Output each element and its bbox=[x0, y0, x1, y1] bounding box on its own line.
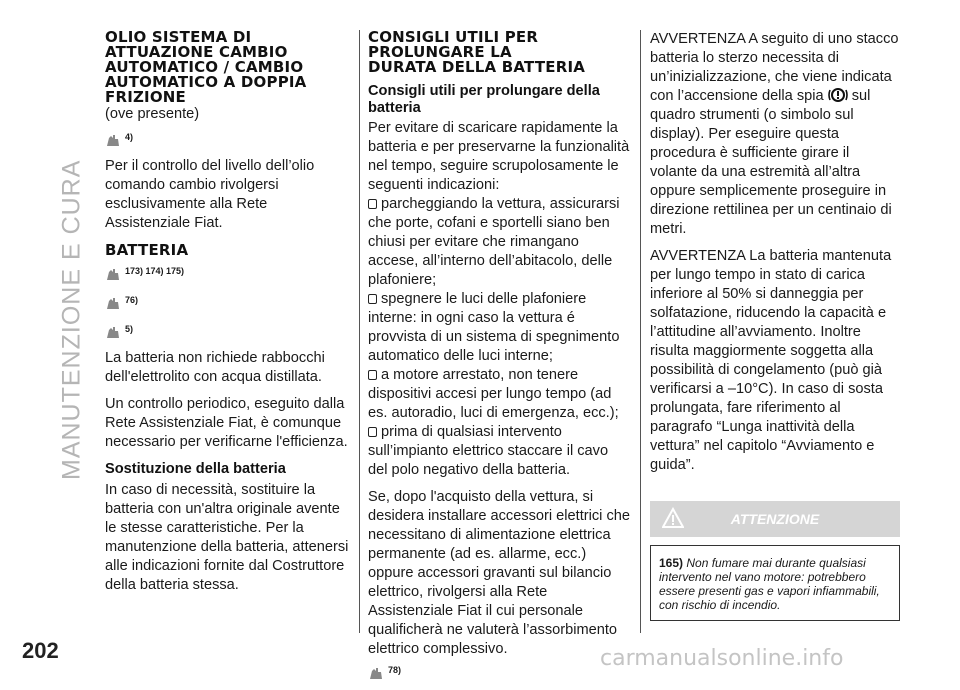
checkbox-bullet-icon bbox=[368, 199, 377, 209]
attention-header bbox=[650, 501, 900, 537]
attention-label: ATTENZIONE bbox=[730, 510, 820, 527]
warning-ref bbox=[105, 128, 350, 147]
column-1 bbox=[105, 30, 350, 603]
warning-text: sul quadro strumenti (o simbolo sul display). Per eseguire questa procedura è sufficiente girare il volante da una estremità all’altra oppure semplicemente proseguire in direzione rettilinea per un centinaio di metri. bbox=[650, 88, 892, 237]
accessories-paragraph: Se, dopo l'acquisto della vettura, si desidera installare accessori elettrici che necessitano di alimentazione elettrica permanente (ad es. allarme, ecc.) oppure accessori gravanti sul bilancio elettrico, rivolgersi alla Rete Assistenziale Fiat il cui personale qualificherà ne valuterà l’assorbimento elettrico complessivo. bbox=[368, 489, 630, 657]
column-2 bbox=[368, 30, 630, 690]
warning-ref bbox=[105, 320, 350, 339]
tips-subheading: Consigli utili per prolungare della batteria bbox=[368, 83, 600, 116]
heading-line: CONSIGLI UTILI PER bbox=[368, 28, 539, 46]
replace-text: In caso di necessità, sostituire la batteria con un'altra originale avente le stesse caratteristiche. Per la manutenzione della batteria, attenersi alle indicazioni fornite dal Costruttore della batteria stessa. bbox=[105, 482, 349, 593]
battery-paragraph: Un controllo periodico, eseguito dalla Rete Assistenziale Fiat, è comunque necessario per verificarne l'efficienza. bbox=[105, 396, 348, 450]
replace-subheading: Sostituzione della batteria bbox=[105, 461, 286, 477]
column-3 bbox=[650, 30, 900, 621]
battery-heading: BATTERIA bbox=[105, 241, 189, 259]
heading-line: AUTOMATICO A DOPPIA bbox=[105, 73, 307, 91]
attention-text: Non fumare mai durante qualsiasi intervento nel vano motore: potrebbero essere presenti gas e vapori infiammabili, con rischio di incendio. bbox=[659, 556, 880, 612]
column-divider bbox=[359, 30, 360, 633]
list-item-text: prima di qualsiasi intervento sull’impianto elettrico staccare il cavo del polo negativo della batteria. bbox=[368, 424, 609, 478]
list-item-text: parcheggiando la vettura, assicurarsi che porte, cofani e sportelli siano ben chiusi per evitare che rimangano accese, all’interno dell’abitacolo, delle plafoniere; bbox=[368, 196, 620, 288]
list-item bbox=[368, 423, 630, 480]
oil-heading bbox=[105, 30, 350, 105]
watermark: carmanualsonline.info bbox=[600, 646, 844, 671]
hand-warning-icon bbox=[105, 133, 121, 147]
heading-line: PROLUNGARE LA bbox=[368, 43, 512, 61]
list-item bbox=[368, 366, 630, 423]
column-divider bbox=[640, 30, 641, 633]
ref-number: 76) bbox=[125, 295, 139, 305]
list-item-text: a motore arrestato, non tenere dispositivi accesi per lungo tempo (ad es. autoradio, luci di emergenza, ecc.); bbox=[368, 367, 619, 421]
battery-paragraph: La batteria non richiede rabbocchi dell'elettrolito con acqua distillata. bbox=[105, 350, 325, 385]
hand-warning-icon bbox=[105, 267, 121, 281]
heading-line: FRIZIONE bbox=[105, 88, 186, 106]
heading-line: OLIO SISTEMA DI bbox=[105, 28, 252, 46]
checkbox-bullet-icon bbox=[368, 427, 377, 437]
hand-warning-icon bbox=[105, 325, 121, 339]
warning-ref bbox=[368, 661, 630, 680]
warning-triangle-icon bbox=[662, 507, 684, 529]
ref-number: 173) 174) 175) bbox=[125, 266, 185, 276]
ref-number: 78) bbox=[388, 665, 402, 675]
hand-warning-icon bbox=[105, 296, 121, 310]
checkbox-bullet-icon bbox=[368, 294, 377, 304]
tips-heading bbox=[368, 30, 630, 75]
warning-ref bbox=[105, 262, 350, 281]
list-item bbox=[368, 290, 630, 366]
warning-ref bbox=[105, 291, 350, 310]
warning-text: AVVERTENZA A seguito di uno stacco batteria lo sterzo necessita di un’inizializzazione, che viene indicata con l’accensione della spia bbox=[650, 31, 899, 104]
steering-warning-light-icon bbox=[828, 87, 848, 103]
oil-subtitle: (ove presente) bbox=[105, 106, 200, 122]
ref-number: 5) bbox=[125, 324, 134, 334]
list-item-text: spegnere le luci delle plafoniere interne: in ogni caso la vettura é provvista di un sistema di spegnimento automatico delle luci interne; bbox=[368, 291, 620, 364]
checkbox-bullet-icon bbox=[368, 370, 377, 380]
heading-line: AUTOMATICO / CAMBIO bbox=[105, 58, 304, 76]
heading-line: ATTUAZIONE CAMBIO bbox=[105, 43, 288, 61]
battery-charge-warning: AVVERTENZA La batteria mantenuta per lungo tempo in stato di carica inferiore al 50% si danneggia per solfatazione, riducendo la capacità e l’attitudine all’avviamento. Inoltre risulta maggiormente soggetta alla possibilità di congelamento (può già verificarsi a –10°C). In caso di sosta prolungata, fare riferimento al paragrafo “Lunga inattività della vettura” nel capitolo “Avviamento e guida”. bbox=[650, 248, 892, 473]
list-item bbox=[368, 195, 630, 290]
section-side-title: MANUTENZIONE E CURA bbox=[57, 159, 86, 480]
heading-line: DURATA DELLA BATTERIA bbox=[368, 58, 586, 76]
oil-text: Per il controllo del livello dell’olio comando cambio rivolgersi esclusivamente alla Rete Assistenziale Fiat. bbox=[105, 158, 315, 231]
page-number: 202 bbox=[22, 638, 59, 663]
steering-warning bbox=[650, 30, 900, 239]
attention-box bbox=[650, 501, 900, 621]
attention-number: 165) bbox=[659, 556, 684, 570]
ref-number: 4) bbox=[125, 132, 134, 142]
tips-intro: Per evitare di scaricare rapidamente la batteria e per preservarne la funzionalità nel tempo, seguire scrupolosamente le seguenti indicazioni: bbox=[368, 120, 630, 193]
attention-body bbox=[650, 545, 900, 621]
